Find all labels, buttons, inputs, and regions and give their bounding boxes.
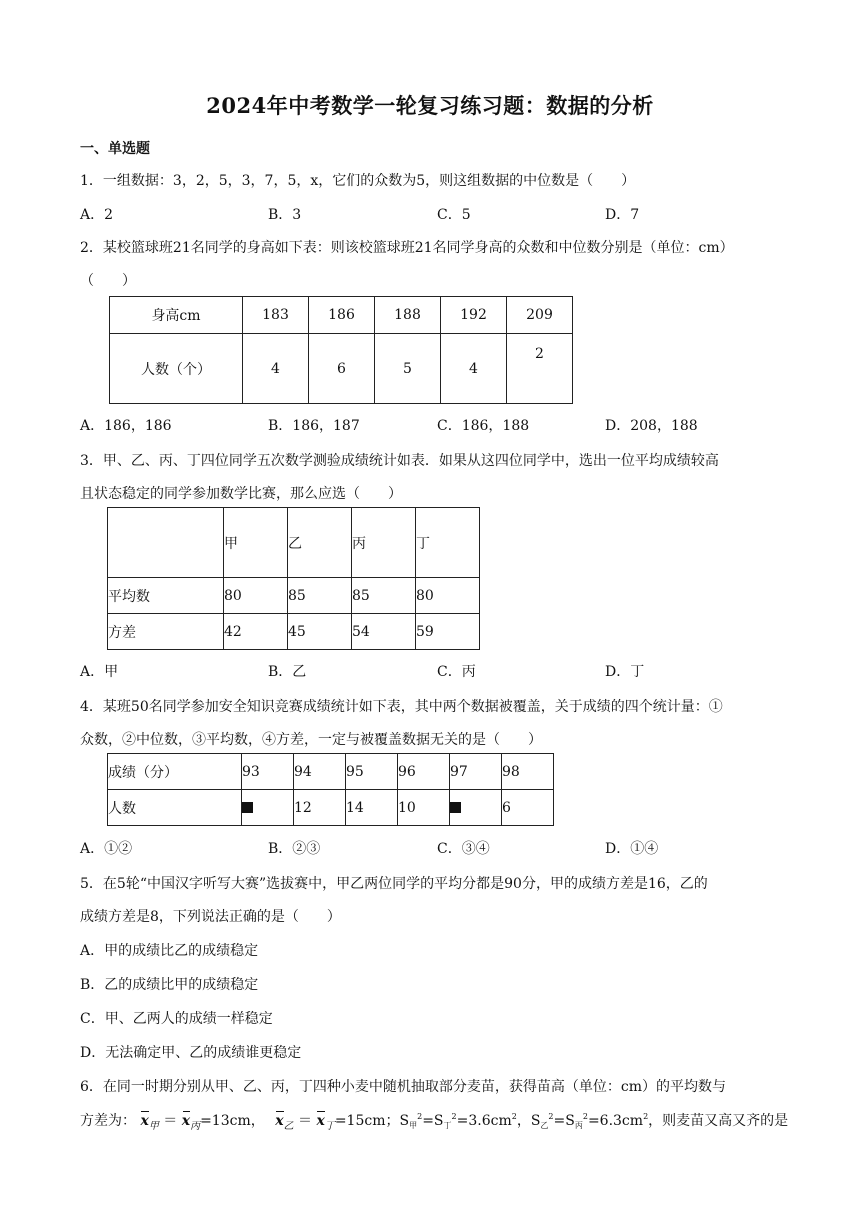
superscript: 2	[548, 1112, 554, 1121]
variance-symbol: S	[399, 1113, 410, 1129]
height-table	[109, 296, 573, 404]
q1-option-d: D．7	[605, 207, 640, 223]
equals-sign: ＝	[163, 1113, 178, 1129]
question-5-stem-cont: 成绩方差是8，下列说法正确的是（ ）	[80, 909, 341, 925]
question-4-stem: 4．某班50名同学参加安全知识竞赛成绩统计如下表，其中两个数据被覆盖，关于成绩的四个统计量：①	[80, 699, 723, 715]
question-6-stem: 6．在同一时期分别从甲、乙、丙，丁四种小麦中随机抽取部分麦苗，获得苗高（单位：cm）的平均数与	[80, 1079, 727, 1095]
table-header-cell: 94	[294, 754, 346, 790]
q3-option-d: D．丁	[605, 664, 645, 680]
subscript: 丙	[574, 1121, 583, 1130]
question-5-stem: 5．在5轮“中国汉字听写大赛”选拔赛中，甲乙两位同学的平均分都是90分，甲的成绩方差是16，乙的	[80, 876, 708, 892]
value: ，S	[516, 1113, 541, 1129]
q2-option-c: C．186，188	[437, 418, 530, 434]
q3-option-a: A．甲	[80, 664, 119, 680]
table-header-cell: 97	[450, 754, 502, 790]
q1-option-a: A．2	[80, 207, 114, 223]
superscript: 2	[451, 1112, 457, 1121]
subscript: 乙	[540, 1121, 549, 1130]
q2-option-a: A．186，186	[80, 418, 172, 434]
table-cell: 85	[288, 578, 352, 614]
subscript: 丁	[443, 1121, 452, 1130]
covered-cell	[242, 790, 294, 826]
table-cell: 方差	[108, 614, 224, 650]
table-cell: 5	[375, 334, 441, 404]
value: =3.6cm	[456, 1113, 512, 1129]
table-cell: 6	[502, 790, 554, 826]
q5-option-c: C．甲、乙两人的成绩一样稳定	[80, 1011, 273, 1027]
table-header-cell: 丁	[416, 508, 480, 578]
superscript: 2	[511, 1112, 517, 1121]
table-header-cell: 乙	[288, 508, 352, 578]
x-bar-symbol: x	[316, 1113, 325, 1129]
q5-option-d: D．无法确定甲、乙的成绩谁更稳定	[80, 1045, 302, 1061]
table-header-cell: 192	[441, 297, 507, 334]
q5-option-a: A．甲的成绩比乙的成绩稳定	[80, 943, 259, 959]
q3-option-b: B．乙	[268, 664, 307, 680]
table-header-cell	[108, 508, 224, 578]
page-title: 2024年中考数学一轮复习练习题：数据的分析	[206, 93, 654, 118]
question-2-stem-cont: （ ）	[80, 273, 136, 289]
question-3-stem: 3．甲、乙、丙、丁四位同学五次数学测验成绩统计如表．如果从这四位同学中，选出一位平均成绩较高	[80, 453, 719, 469]
question-1-stem: 1．一组数据：3，2，5，3，7，5，x，它们的众数为5，则这组数据的中位数是（ ）	[80, 173, 636, 189]
subscript: 甲	[409, 1121, 418, 1130]
value: =S	[422, 1113, 444, 1129]
q4-option-c: C．③④	[437, 841, 490, 857]
table-header-cell: 188	[375, 297, 441, 334]
value: =15cm；	[334, 1113, 400, 1129]
table-header-cell: 丙	[352, 508, 416, 578]
q2-option-b: B．186，187	[268, 418, 360, 434]
q4-option-b: B．②③	[268, 841, 321, 857]
table-header-cell: 甲	[224, 508, 288, 578]
subscript: 甲	[148, 1121, 159, 1132]
table-header-cell: 95	[346, 754, 398, 790]
question-6-stem-cont	[80, 1110, 788, 1132]
q1-option-b: B．3	[268, 207, 302, 223]
table-cell: 12	[294, 790, 346, 826]
table-cell: 人数	[108, 790, 242, 826]
table-cell: 85	[352, 578, 416, 614]
table-header-cell: 209	[507, 297, 573, 334]
question-4-stem-cont: 众数，②中位数，③平均数，④方差，一定与被覆盖数据无关的是（ ）	[80, 732, 542, 748]
value: =S	[553, 1113, 575, 1129]
table-cell: 6	[309, 334, 375, 404]
table-cell: 平均数	[108, 578, 224, 614]
table-cell: 45	[288, 614, 352, 650]
table-cell: 4	[441, 334, 507, 404]
table-cell: 人数（个）	[110, 334, 243, 404]
table-header-cell: 96	[398, 754, 450, 790]
x-bar-symbol: x	[181, 1113, 191, 1129]
q2-option-d: D．208，188	[605, 418, 698, 434]
value: =13cm，	[200, 1113, 265, 1129]
table-cell: 59	[416, 614, 480, 650]
table-cell: 14	[346, 790, 398, 826]
black-square-icon	[450, 802, 461, 813]
table-header-cell: 183	[243, 297, 309, 334]
q4-option-d: D．①④	[605, 841, 659, 857]
table-header-cell: 93	[242, 754, 294, 790]
covered-cell	[450, 790, 502, 826]
table-cell: 4	[243, 334, 309, 404]
table-cell: 10	[398, 790, 450, 826]
table-header-cell: 186	[309, 297, 375, 334]
table-cell: 42	[224, 614, 288, 650]
table-header-cell: 身高cm	[110, 297, 243, 334]
q3-option-c: C．丙	[437, 664, 476, 680]
table-header-cell: 成绩（分）	[108, 754, 242, 790]
value: =6.3cm	[587, 1113, 644, 1129]
question-3-stem-cont: 且状态稳定的同学参加数学比赛，那么应选（ ）	[80, 486, 402, 502]
section-heading: 一、单选题	[80, 141, 150, 157]
x-bar-symbol: x	[140, 1113, 149, 1129]
question-2-stem: 2．某校篮球班21名同学的身高如下表：则该校篮球班21名同学身高的众数和中位数分别是（单位：cm）	[80, 240, 734, 256]
subscript: 乙	[283, 1121, 294, 1132]
table-header-cell: 98	[502, 754, 554, 790]
black-square-icon	[242, 802, 253, 813]
superscript: 2	[643, 1112, 649, 1121]
superscript: 2	[582, 1112, 588, 1121]
table-cell: 80	[224, 578, 288, 614]
stem-prefix: 方差为：	[80, 1113, 136, 1129]
competition-table	[107, 753, 554, 826]
table-cell: 2	[507, 334, 573, 404]
table-cell: 54	[352, 614, 416, 650]
q4-option-a: A．①②	[80, 841, 133, 857]
table-cell: 80	[416, 578, 480, 614]
q1-option-c: C．5	[437, 207, 471, 223]
x-bar-symbol: x	[275, 1113, 284, 1129]
superscript: 2	[417, 1112, 423, 1121]
stem-tail: ，则麦苗又高又齐的是	[648, 1113, 789, 1129]
score-table	[107, 507, 480, 650]
subscript: 丙	[190, 1121, 201, 1132]
equals-sign: ＝	[298, 1113, 313, 1129]
subscript: 丁	[324, 1121, 335, 1132]
q5-option-b: B．乙的成绩比甲的成绩稳定	[80, 977, 259, 993]
